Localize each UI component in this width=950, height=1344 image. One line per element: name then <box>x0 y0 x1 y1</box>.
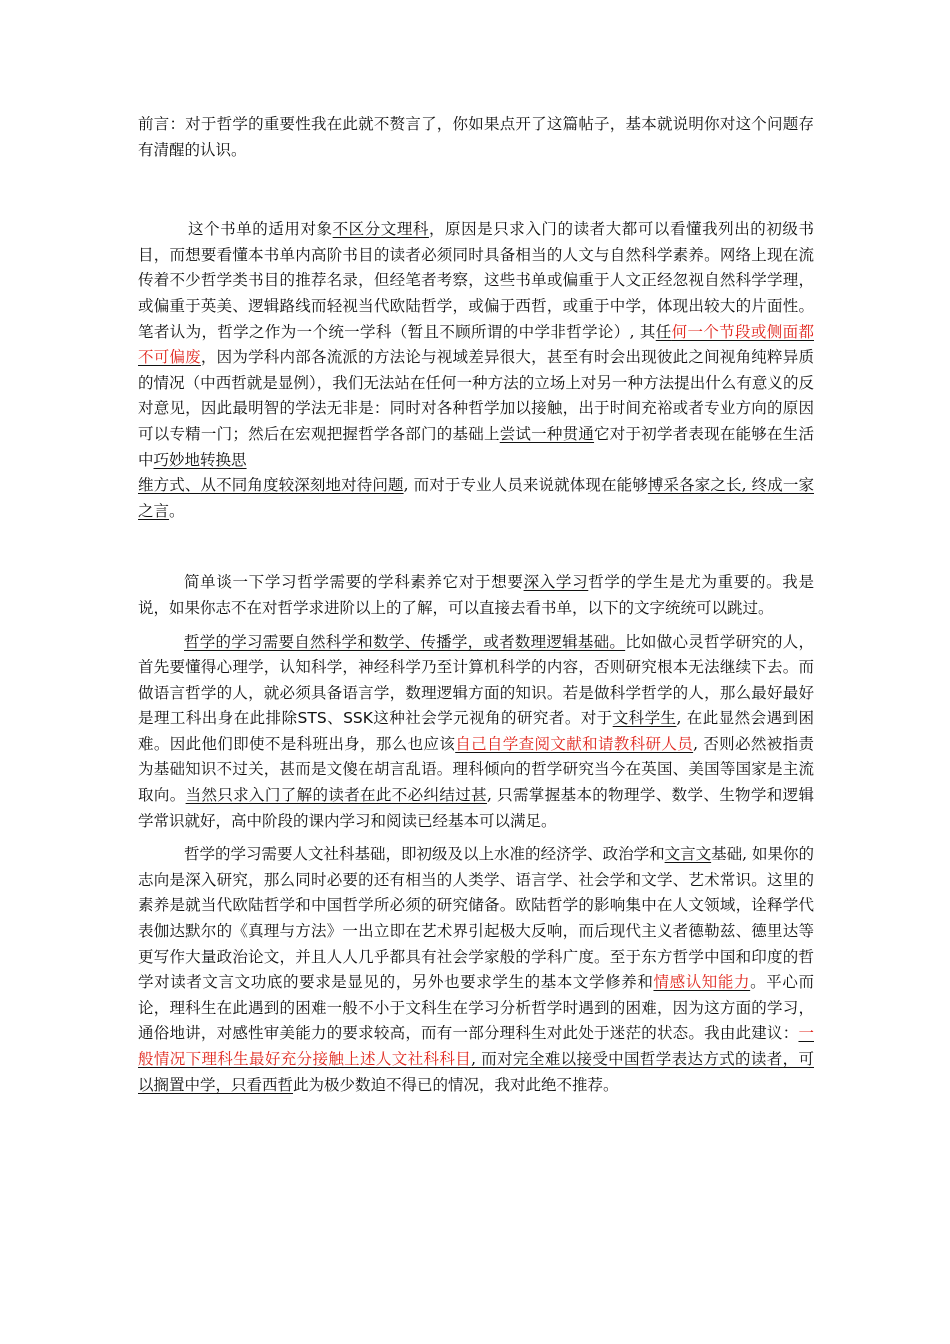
spacer <box>138 163 814 217</box>
underlined-phrase: 哲学的学习需要自然科学和数学、传播学，或者数理逻辑基础。 <box>184 632 626 651</box>
preface-paragraph <box>138 112 814 163</box>
text-run: 比如做心灵哲学研究的人，首先要懂得心理学，认知科学，神经科学乃至计算机科学的内容，否则研究根本无法继续下去。而做语言哲学的人，就必须具备语言学，数理逻辑方面的知识。若是做科学哲学的人，那么最好最好是理工科出身在此排除 <box>138 632 814 728</box>
underlined-phrase: 当然只求入门了解的读者在此不必纠结过甚 <box>185 786 487 805</box>
text-run: 此为极少数迫不得已的情况，我对此绝不推荐。 <box>293 1075 619 1094</box>
text-run: 这个书单的适用对象 <box>188 220 333 239</box>
text-run: 基础, 如果你的志向是深入研究，那么同时必要的还有相当的人类学、语言学、社会学和文学、艺术常识。这里的素养是就当代欧陆哲学和中国哲学所必须的研究储备。欧陆哲学的影响集中在人文领域，诠释学代表伽达默尔的《真理与方法》一出立即在艺术界引起极大反响，而后现代主义者德勒兹、德里达等更写作大量政治论文，并且人人几乎都具有社会学家般的学科广度。至于东方哲学中国和印度的哲学对读者文言文功底的要求是显见的，另外也要求学生的基本文学修养和 <box>138 845 814 992</box>
underlined-phrase: 深入学习 <box>523 573 589 592</box>
humanities-paragraph <box>138 842 814 1098</box>
text-run: , 只需掌握基本的物理学、数学、生物学和逻辑学常识就好，高中阶段的课内学习和阅读已经基本可以满足。 <box>138 786 814 830</box>
spacer <box>138 622 814 630</box>
underlined-phrase: 任 <box>655 322 672 341</box>
spacer <box>138 834 814 842</box>
underlined-phrase: 巧妙地转换思 <box>153 450 247 469</box>
text-run: 哲学的学习需要人文社科基础，即初级及以上水准的经济学、政治学和 <box>184 845 665 864</box>
text-run: 这种社会学元视角的研究者。对于 <box>372 709 613 728</box>
text-run: , 在此显然会遇到困难。因此他们即使不是科班出身，那么也应该 <box>138 709 814 753</box>
highlighted-phrase: 情感认知能力 <box>653 973 751 992</box>
text-run: 。平心而论，理科生在此遇到的困难一般不小于文科生在学习分析哲学时遇到的困难，因为这方面的学习，通俗地讲，对感性审美能力的要求较高，而有一部分理科生对此处于迷茫的状态。我由此建议： <box>138 973 814 1043</box>
underlined-phrase: 不区分文理科 <box>332 220 429 239</box>
highlighted-phrase: 一般情况下理科生最好充分接触上述人文社科科目 <box>138 1024 814 1068</box>
science-paragraph <box>138 630 814 835</box>
underlined-phrase: 文言文 <box>664 845 712 864</box>
text-run: , 而对于专业人员来说就体现在能够 <box>403 476 648 495</box>
text-run: ，因为学科内部各流派的方法论与视域差异很大，甚至有时会出现彼此之间视角纯粹异质的情况（中西哲就是显例），我们无法站在任何一种方法的立场上对另一种方法提出什么有意义的反对意见，因此最明智的学法无非是：同时对各种哲学加以接触，出于时间充裕或者专业方向的原因可以专精一门；然后在宏观把握哲学各部门的基础上 <box>138 348 814 443</box>
highlighted-phrase: 自己自学查阅文献和请教科研人员 <box>455 734 694 753</box>
text-run: ，原因是只求入门的读者大都可以看懂我列出的初级书目，而想要看懂本书单内高阶书目的读者必须同时具备相当的人文与自然科学素养。网络上现在流传着不少哲学类书目的推荐名录，但经笔者考察，这些书单或偏重于人文正经忽视自然科学学理，或偏重于英美、逻辑路线而轻视当代欧陆哲学，或偏于西哲，或重于中学，体现出较大的片面性。笔者认为，哲学之作为一个统一学科（暂且不顾所谓的中学非哲学论）, 其 <box>138 220 814 341</box>
highlighted-phrase: 何一个节段或侧面都不可偏废 <box>138 322 814 367</box>
spacer <box>138 524 814 570</box>
text-run: 。 <box>169 501 185 520</box>
acronym-text: STS、SSK <box>297 709 373 728</box>
scope-paragraph <box>138 217 814 524</box>
text-run: 简单谈一下学习哲学需要的学科素养它对于想要 <box>184 573 524 592</box>
underlined-phrase: 尝试一种贯通 <box>499 424 595 443</box>
underlined-phrase: 维方式、从不同角度较深刻地对待问题 <box>138 476 404 495</box>
intro-paragraph <box>138 570 814 621</box>
underlined-phrase: 文科学生 <box>612 709 677 728</box>
underlined-phrase: 博采各家之长, 终成一家之言 <box>138 476 815 520</box>
text-run: , 否则必然被指责为基础知识不过关，甚而是文傻在胡言乱语。理科倾向的哲学研究当今在英国、美国等国家是主流取向。 <box>138 734 814 805</box>
preface-text: 前言：对于哲学的重要性我在此就不赘言了，你如果点开了这篇帖子，基本就说明你对这个问题存有清醒的认识。 <box>138 115 814 159</box>
underlined-phrase: , 而对完全难以接受中国哲学表达方式的读者，可以搁置中学，只看西哲 <box>138 1050 814 1094</box>
text-run: 它对于初学者表现在能够在生活中 <box>138 424 814 469</box>
document-page <box>138 112 814 1098</box>
text-run: 哲学的学生是尤为重要的。我是说，如果你志不在对哲学求进阶以上的了解，可以直接去看书单，以下的文字统统可以跳过。 <box>138 573 814 617</box>
